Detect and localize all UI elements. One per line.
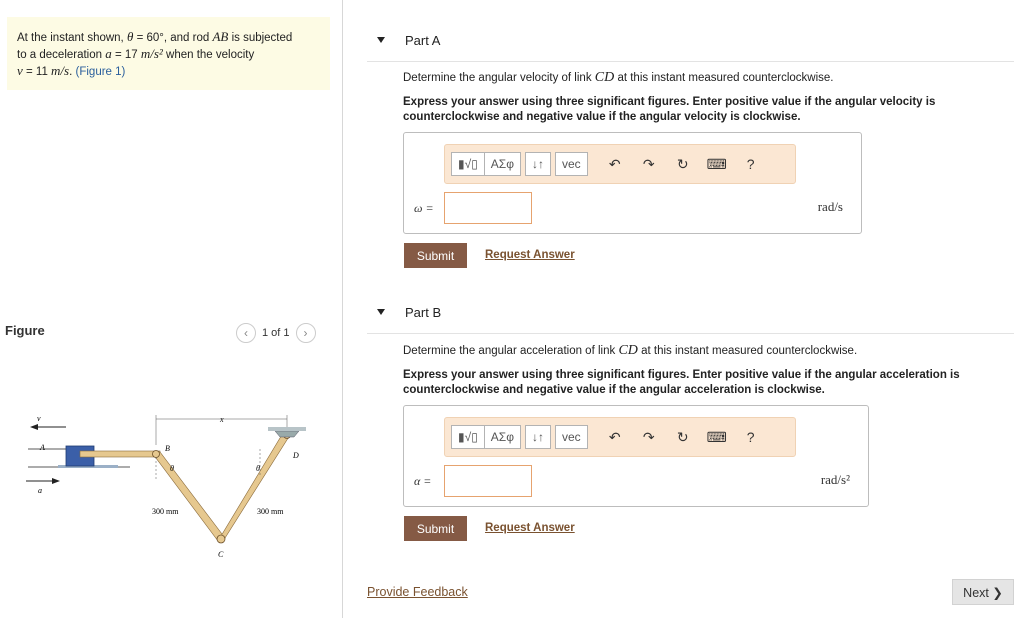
omega-input[interactable] [444, 192, 532, 224]
part-b-title: Part B [405, 304, 442, 320]
label-D: D [293, 451, 299, 460]
label-theta: θ [256, 464, 260, 473]
part-a-header[interactable] [367, 19, 1014, 62]
link-label: CD [594, 70, 615, 85]
redo-icon[interactable]: ↷ [642, 155, 655, 172]
pin-C [217, 535, 225, 543]
figure-title: Figure [5, 323, 45, 338]
greek-symbols-button[interactable]: ΑΣφ [485, 152, 521, 176]
a-unit: m/s² [140, 46, 163, 61]
reset-icon[interactable]: ↻ [676, 428, 689, 445]
omega-unit: rad/s [817, 199, 843, 214]
next-figure-button[interactable] [296, 323, 316, 343]
label-length-right: 300 mm [257, 507, 284, 516]
caret-down-icon [377, 309, 385, 315]
figure-pager [236, 323, 316, 343]
v-symbol: v [17, 63, 23, 78]
caret-down-icon [377, 37, 385, 43]
a-arrow-head [52, 478, 60, 484]
provide-feedback-link[interactable]: Provide Feedback [367, 585, 468, 599]
part-b-instruction: Express your answer using three significant figures. Enter positive value if the angular acceleration is counterclockwise and negative value if the angular acceleration is clockwise. [403, 369, 960, 396]
arrows-button[interactable]: ↓↑ [525, 152, 551, 176]
pager-text: 1 of 1 [262, 327, 290, 339]
problem-text: when the velocity [166, 49, 255, 61]
v-unit: m/s [51, 63, 70, 78]
part-b-header[interactable] [367, 291, 1014, 334]
label-theta: θ [170, 464, 174, 473]
label-a: a [38, 486, 42, 495]
templates-button[interactable]: ▮√▯ [451, 152, 485, 176]
problem-text: = 11 [25, 66, 48, 78]
mechanism-figure [20, 405, 320, 565]
keyboard-icon[interactable]: ⌨ [706, 428, 727, 445]
part-a-instruction: Express your answer using three significant figures. Enter positive value if the angular velocity is counterclockwise and negative value if the angular velocity is clockwise. [403, 96, 936, 123]
rod-AB [80, 451, 160, 457]
problem-text: . [69, 66, 73, 78]
help-button[interactable]: ? [746, 156, 755, 172]
alpha-unit: rad/s² [820, 472, 850, 487]
problem-statement [7, 17, 330, 90]
next-button[interactable]: Next ❯ [952, 579, 1014, 605]
part-b-question [403, 343, 857, 359]
label-B: B [165, 444, 170, 453]
keyboard-icon[interactable]: ⌨ [706, 155, 727, 172]
undo-icon[interactable]: ↶ [608, 155, 621, 172]
greek-symbols-button[interactable]: ΑΣφ [485, 425, 521, 449]
problem-text: = 60°, and rod [136, 32, 210, 44]
problem-text: At the instant shown, [17, 32, 124, 44]
link-BC [153, 452, 225, 541]
help-button[interactable]: ? [746, 429, 755, 445]
alpha-input[interactable] [444, 465, 532, 497]
toolbar-group [451, 152, 521, 176]
theta-symbol: θ [126, 29, 134, 44]
reset-icon[interactable]: ↻ [676, 155, 689, 172]
label-v: v [37, 414, 41, 423]
part-a-submit-button[interactable]: Submit [404, 243, 467, 268]
chevron-right-icon: › [303, 326, 308, 340]
alpha-label: α = [414, 474, 432, 488]
ceiling [268, 427, 306, 431]
part-a-request-answer-link[interactable]: Request Answer [485, 249, 575, 261]
math-toolbar [444, 417, 796, 457]
redo-icon[interactable]: ↷ [642, 428, 655, 445]
undo-icon[interactable]: ↶ [608, 428, 621, 445]
link-label: CD [618, 343, 638, 358]
label-x: x [220, 415, 224, 424]
label-A: A [40, 443, 45, 452]
toolbar-group [451, 425, 521, 449]
part-a-answer-box [403, 132, 862, 234]
prev-figure-button[interactable] [236, 323, 256, 343]
problem-text: = 17 [114, 49, 138, 61]
omega-label: ω = [414, 201, 434, 215]
math-toolbar [444, 144, 796, 184]
rod-label: AB [212, 29, 229, 44]
question-text: Determine the angular acceleration of link [403, 345, 616, 357]
arrows-button[interactable]: ↓↑ [525, 425, 551, 449]
templates-button[interactable]: ▮√▯ [451, 425, 485, 449]
part-b-answer-box [403, 405, 869, 507]
problem-text: is subjected [231, 32, 293, 44]
left-panel [0, 0, 343, 618]
vec-button[interactable]: vec [555, 152, 588, 176]
figure-link[interactable]: (Figure 1) [75, 66, 126, 78]
vec-button[interactable]: vec [555, 425, 588, 449]
label-C: C [218, 550, 224, 559]
link-CD [218, 433, 290, 541]
question-text: at this instant measured counterclockwise. [617, 72, 834, 84]
part-b-submit-button[interactable]: Submit [404, 516, 467, 541]
a-symbol: a [105, 46, 112, 61]
label-length-left: 300 mm [152, 507, 179, 516]
v-arrow-head [30, 424, 38, 430]
pin-B [153, 451, 160, 458]
problem-text: to a deceleration [17, 49, 103, 61]
part-a-title: Part A [405, 32, 441, 48]
question-text: at this instant measured counterclockwise. [641, 345, 858, 357]
question-text: Determine the angular velocity of link [403, 72, 592, 84]
support-D [275, 431, 299, 437]
part-b-request-answer-link[interactable]: Request Answer [485, 522, 575, 534]
chevron-left-icon: ‹ [244, 326, 248, 340]
part-a-question [403, 70, 833, 86]
